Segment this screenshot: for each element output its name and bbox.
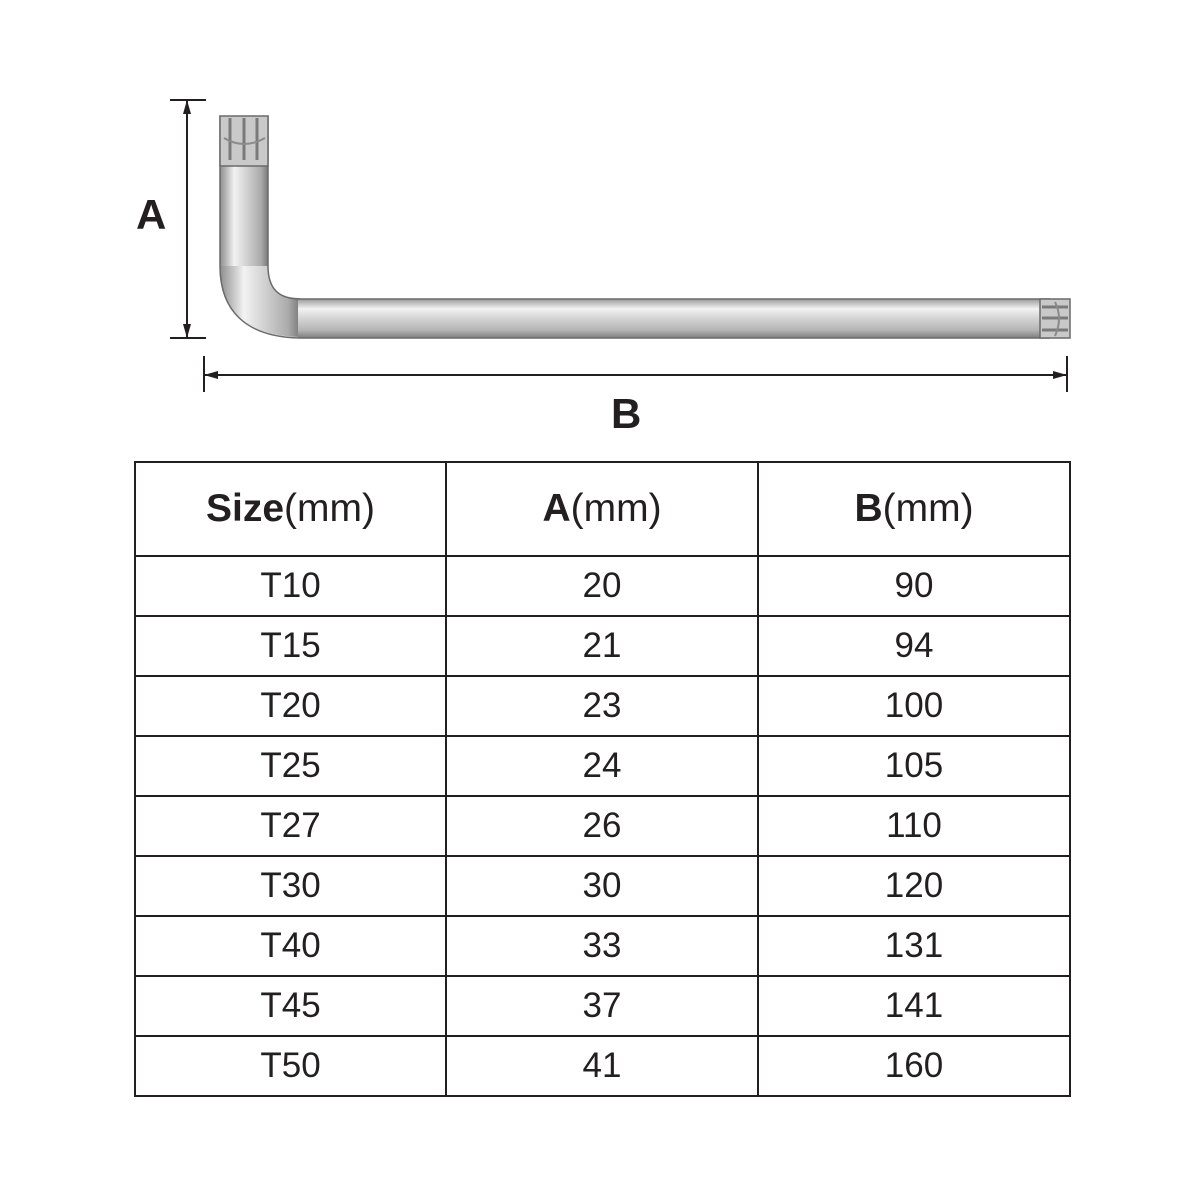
table-row [135, 736, 1070, 796]
header-b [758, 462, 1070, 556]
cell-b: 105 [758, 736, 1070, 796]
cell-size: T50 [135, 1036, 446, 1096]
header-a [446, 462, 758, 556]
cell-a: 30 [446, 856, 758, 916]
table-row [135, 556, 1070, 616]
cell-size: T25 [135, 736, 446, 796]
table-row [135, 676, 1070, 736]
cell-a: 26 [446, 796, 758, 856]
cell-a: 41 [446, 1036, 758, 1096]
cell-b: 160 [758, 1036, 1070, 1096]
dimension-a-label: A [136, 191, 167, 238]
header-b-unit: (mm) [882, 487, 974, 530]
dimension-a-indicator [170, 100, 206, 338]
cell-size: T20 [135, 676, 446, 736]
table-row [135, 976, 1070, 1036]
dimension-b-label: B [611, 390, 642, 437]
header-size [135, 462, 446, 556]
cell-b: 131 [758, 916, 1070, 976]
cell-a: 37 [446, 976, 758, 1036]
cell-b: 110 [758, 796, 1070, 856]
cell-size: T45 [135, 976, 446, 1036]
cell-a: 21 [446, 616, 758, 676]
header-a-unit: (mm) [570, 487, 662, 530]
cell-size: T10 [135, 556, 446, 616]
cell-a: 23 [446, 676, 758, 736]
cell-size: T15 [135, 616, 446, 676]
table-row [135, 916, 1070, 976]
cell-b: 100 [758, 676, 1070, 736]
cell-a: 20 [446, 556, 758, 616]
size-spec-table [134, 461, 1071, 1097]
header-a-bold: A [542, 487, 571, 530]
cell-a: 24 [446, 736, 758, 796]
header-size-bold: Size [206, 487, 285, 530]
table-row [135, 616, 1070, 676]
dimension-b-indicator [204, 356, 1067, 392]
cell-a: 33 [446, 916, 758, 976]
header-b-bold: B [854, 487, 883, 530]
table-row [135, 856, 1070, 916]
cell-b: 120 [758, 856, 1070, 916]
header-size-unit: (mm) [284, 487, 375, 530]
dimension-diagram [0, 0, 1200, 450]
table-row [135, 1036, 1070, 1096]
table-header-row [135, 462, 1070, 556]
cell-size: T40 [135, 916, 446, 976]
torx-l-key-wrench-icon [220, 116, 1070, 338]
cell-b: 94 [758, 616, 1070, 676]
cell-b: 141 [758, 976, 1070, 1036]
cell-size: T30 [135, 856, 446, 916]
cell-size: T27 [135, 796, 446, 856]
table-row [135, 796, 1070, 856]
cell-b: 90 [758, 556, 1070, 616]
